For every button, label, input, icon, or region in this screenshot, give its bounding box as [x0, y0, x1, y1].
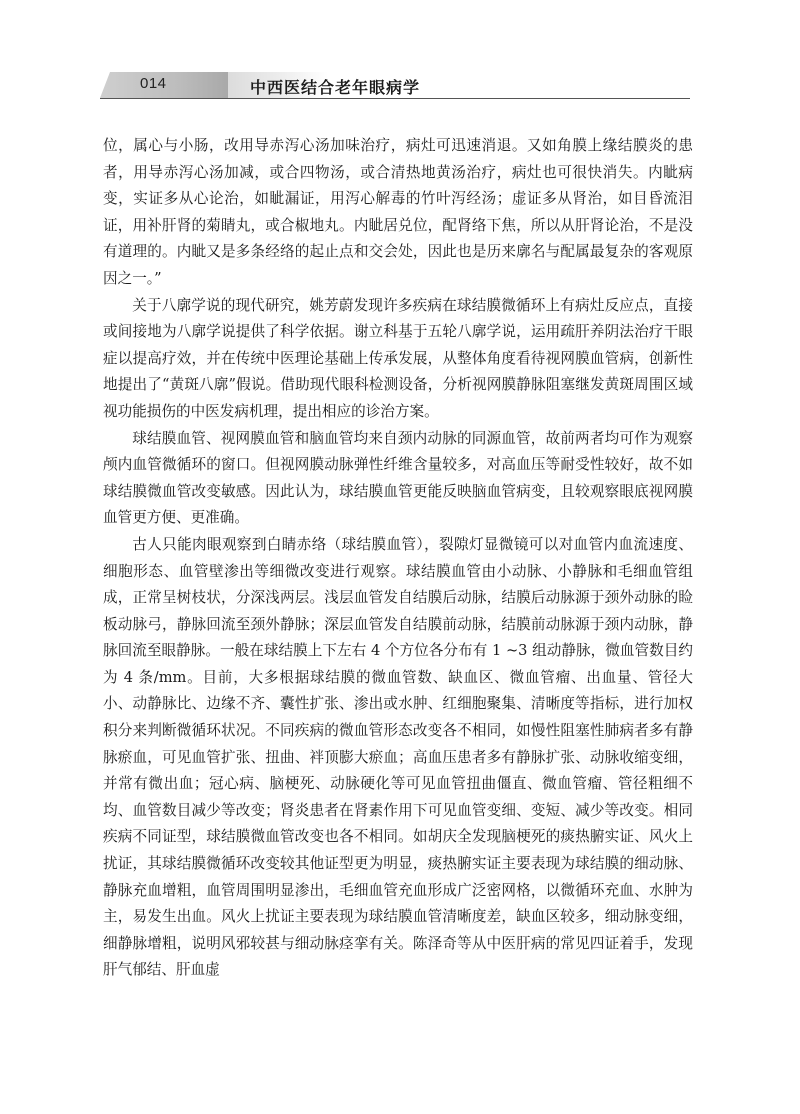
- body-text: [103, 133, 693, 984]
- paragraph: 古人只能肉眼观察到白睛赤络（球结膜血管），裂隙灯显微镜可以对血管内血流速度、细胞形态、血管壁渗出等细微改变进行观察。球结膜血管由小动脉、小静脉和毛细血管组成，正常呈树枝状，分深浅两层。浅层血管发自结膜后动脉，结膜后动脉源于颈外动脉的睑板动脉弓，静脉回流至颈外静脉；深层血管发自结膜前动脉，结膜前动脉源于颈内动脉，静脉回流至眼静脉。一般在球结膜上下左右 4 个方位各分布有 1 ~3 组动静脉，微血管数目约为 4 条/mm。目前，大多根据球结膜的微血管数、缺血区、微血管瘤、出血量、管径大小、动静脉比、边缘不齐、囊性扩张、渗出或水肿、红细胞聚集、清晰度等指标，进行加权积分来判断微循环状况。不同疾病的微血管形态改变各不相同，如慢性阻塞性肺病者多有静脉瘀血，可见血管扩张、扭曲、袢顶膨大瘀血；高血压患者多有静脉扩张、动脉收缩变细，并常有微出血；冠心病、脑梗死、动脉硬化等可见血管扭曲僵直、微血管瘤、管径粗细不均、血管数目减少等改变；肾炎患者在肾素作用下可见血管变细、变短、减少等改变。相同疾病不同证型，球结膜微血管改变也各不相同。如胡庆全发现脑梗死的痰热腑实证、风火上扰证，其球结膜微循环改变较其他证型更为明显，痰热腑实证主要表现为球结膜的细动脉、静脉充血增粗，血管周围明显渗出，毛细血管充血形成广泛密网格，以微循环充血、水肿为主，易发生出血。风火上扰证主要表现为球结膜血管清晰度差，缺血区较多，细动脉变细，细静脉增粗，说明风邪较甚与细动脉痉挛有关。陈泽奇等从中医肝病的常见四证着手，发现肝气郁结、肝血虚: [103, 535, 693, 979]
- paragraph-continued: 位，属心与小肠，改用导赤泻心汤加味治疗，病灶可迅速消退。又如角膜上缘结膜炎的患者，用导赤泻心汤加减，或合四物汤，或合清热地黄汤治疗，病灶也可很快消失。内眦病变，实证多从心论治，如眦漏证，用泻心解毒的竹叶泻经汤；虚证多从肾治，如目昏流泪证，用补肝肾的菊睛丸，或合椒地丸。内眦居兑位，配肾络下焦，所以从肝肾论治，不是没有道理的。内眦又是多条经络的起止点和交会处，因此也是历来廓名与配属最复杂的客观原因之一。”: [103, 137, 693, 287]
- page-header: [100, 72, 690, 100]
- running-title: 中西医结合老年眼病学: [250, 78, 421, 97]
- page-number: 014: [140, 75, 167, 92]
- paragraph: 关于八廓学说的现代研究，姚芳蔚发现许多疾病在球结膜微循环上有病灶反应点，直接或间接地为八廓学说提供了科学依据。谢立科基于五轮八廓学说，运用疏肝养阴法治疗干眼症以提高疗效，并在传统中医理论基础上传承发展，从整体角度看待视网膜血管病，创新性地提出了“黄斑八廓”假说。借助现代眼科检测设备，分析视网膜静脉阻塞继发黄斑周围区域视功能损伤的中医发病机理，提出相应的诊治方案。: [103, 296, 693, 420]
- paragraph: 球结膜血管、视网膜血管和脑血管均来自颈内动脉的同源血管，故前两者均可作为观察颅内血管微循环的窗口。但视网膜动脉弹性纤维含量较多，对高血压等耐受性较好，故不如球结膜微血管改变敏感。因此认为，球结膜血管更能反映脑血管病变，且较观察眼底视网膜血管更方便、更准确。: [103, 429, 693, 527]
- header-divider: [100, 98, 690, 99]
